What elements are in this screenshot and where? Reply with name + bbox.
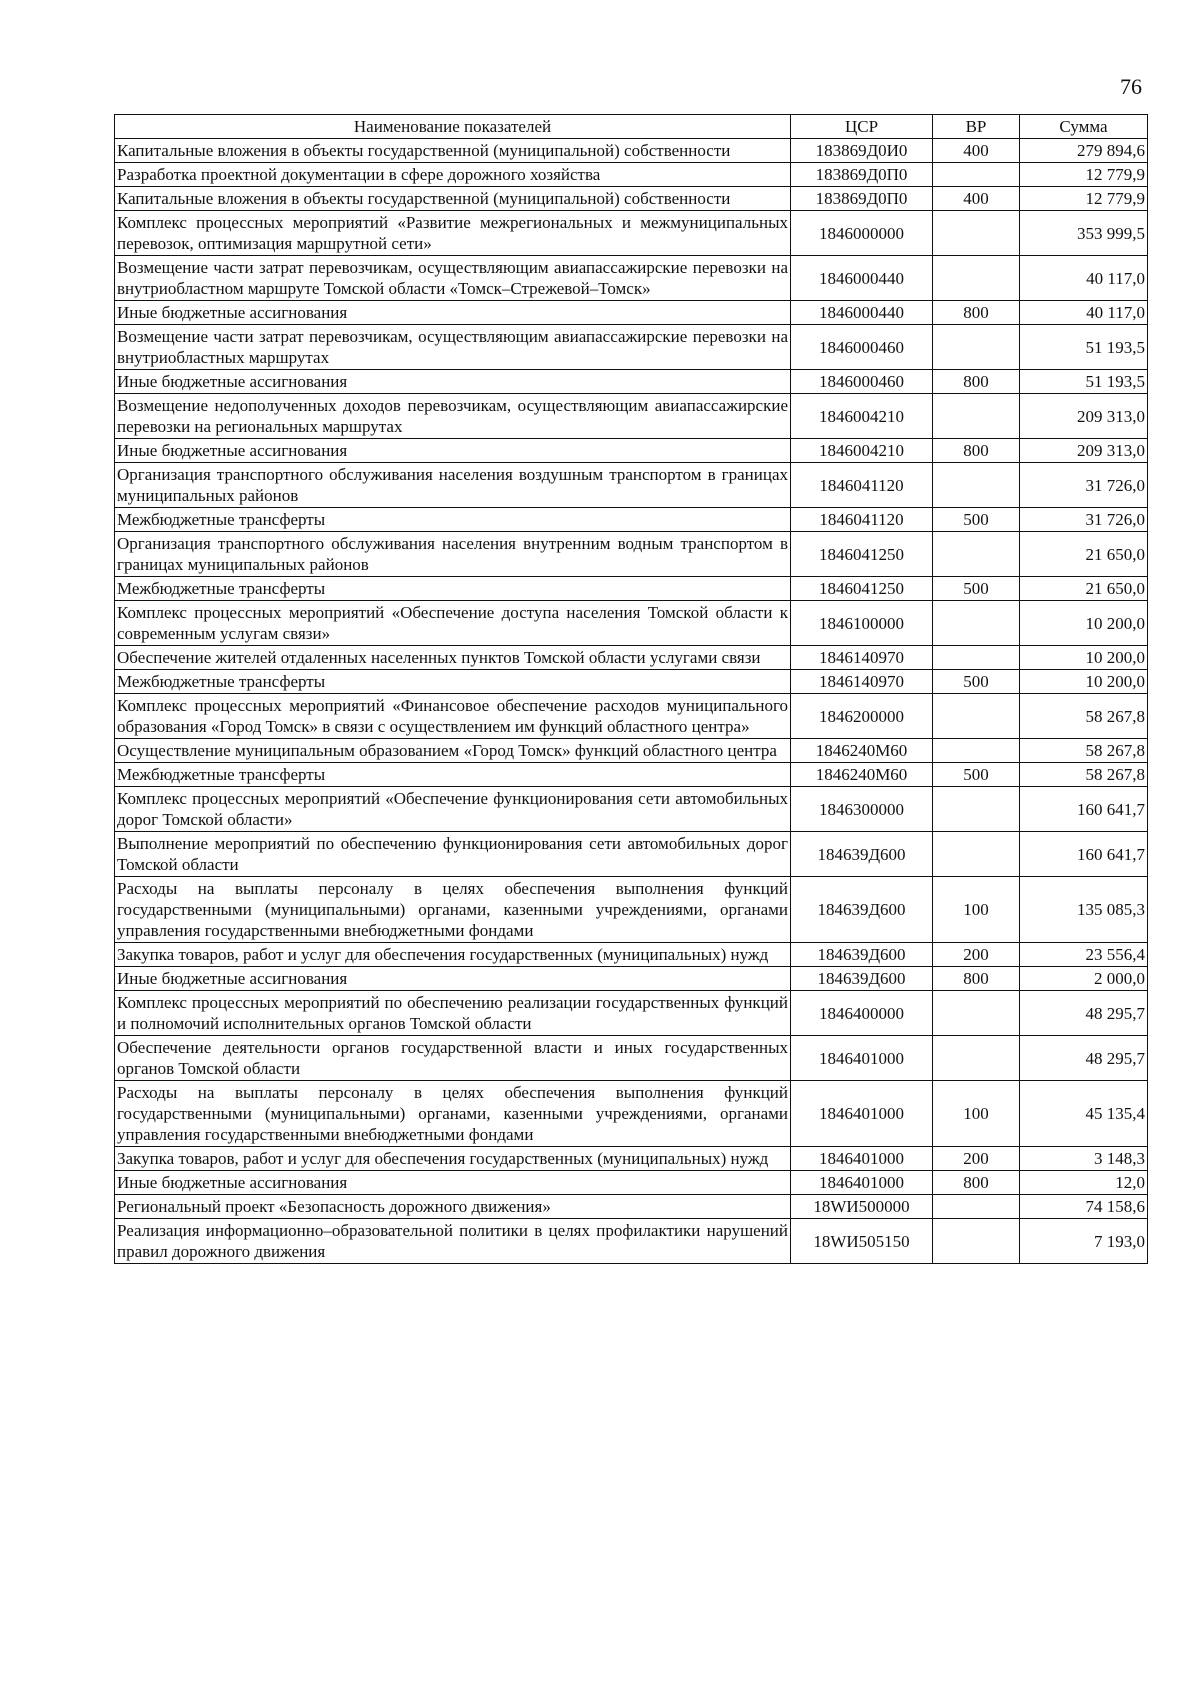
cell-name: Закупка товаров, работ и услуг для обеспечения государственных (муниципальных) нужд: [115, 1147, 791, 1171]
cell-name: Иные бюджетные ассигнования: [115, 967, 791, 991]
cell-vr: [933, 739, 1020, 763]
cell-name: Региональный проект «Безопасность дорожного движения»: [115, 1195, 791, 1219]
cell-csr: 1846004210: [791, 394, 933, 439]
cell-vr: [933, 394, 1020, 439]
cell-sum: 45 135,4: [1020, 1081, 1148, 1147]
table-row: [115, 370, 1148, 394]
cell-csr: 1846000440: [791, 301, 933, 325]
cell-sum: 353 999,5: [1020, 211, 1148, 256]
cell-sum: 10 200,0: [1020, 601, 1148, 646]
table-row: [115, 508, 1148, 532]
cell-vr: 800: [933, 439, 1020, 463]
cell-csr: 184639Д600: [791, 877, 933, 943]
table-row: [115, 163, 1148, 187]
cell-vr: 200: [933, 943, 1020, 967]
cell-sum: 279 894,6: [1020, 139, 1148, 163]
cell-sum: 7 193,0: [1020, 1219, 1148, 1264]
table-row: [115, 1036, 1148, 1081]
cell-csr: 183869Д0П0: [791, 163, 933, 187]
cell-name: Организация транспортного обслуживания населения внутренним водным транспортом в границах муниципальных районов: [115, 532, 791, 577]
cell-sum: 160 641,7: [1020, 832, 1148, 877]
cell-sum: 135 085,3: [1020, 877, 1148, 943]
cell-name: Возмещение недополученных доходов перевозчикам, осуществляющим авиапассажирские перевозки на региональных маршрутах: [115, 394, 791, 439]
cell-vr: 100: [933, 877, 1020, 943]
cell-sum: 12,0: [1020, 1171, 1148, 1195]
table-row: [115, 832, 1148, 877]
cell-sum: 31 726,0: [1020, 463, 1148, 508]
table-row: [115, 1081, 1148, 1147]
cell-vr: 200: [933, 1147, 1020, 1171]
table-body: [115, 139, 1148, 1264]
cell-name: Обеспечение деятельности органов государственной власти и иных государственных органов Томской области: [115, 1036, 791, 1081]
cell-vr: [933, 463, 1020, 508]
table-row: [115, 439, 1148, 463]
table-row: [115, 967, 1148, 991]
cell-vr: [933, 211, 1020, 256]
table-row: [115, 1219, 1148, 1264]
cell-vr: [933, 646, 1020, 670]
cell-vr: 400: [933, 187, 1020, 211]
cell-name: Возмещение части затрат перевозчикам, осуществляющим авиапассажирские перевозки на внутриобластном маршруте Томской области «Томск–Стрежевой–Томск»: [115, 256, 791, 301]
cell-sum: 31 726,0: [1020, 508, 1148, 532]
cell-csr: 183869Д0П0: [791, 187, 933, 211]
cell-sum: 48 295,7: [1020, 1036, 1148, 1081]
page-number: 76: [1120, 74, 1142, 99]
cell-name: Комплекс процессных мероприятий «Обеспечение функционирования сети автомобильных дорог Томской области»: [115, 787, 791, 832]
cell-sum: 2 000,0: [1020, 967, 1148, 991]
cell-csr: 1846240М60: [791, 739, 933, 763]
cell-csr: 1846240М60: [791, 763, 933, 787]
table-row: [115, 139, 1148, 163]
cell-name: Межбюджетные трансферты: [115, 508, 791, 532]
cell-csr: 1846041120: [791, 463, 933, 508]
cell-name: Межбюджетные трансферты: [115, 670, 791, 694]
cell-name: Комплекс процессных мероприятий «Финансовое обеспечение расходов муниципального образования «Город Томск» в связи с осуществлением им функций областного центра»: [115, 694, 791, 739]
cell-csr: 1846041120: [791, 508, 933, 532]
cell-sum: 58 267,8: [1020, 694, 1148, 739]
cell-sum: 160 641,7: [1020, 787, 1148, 832]
cell-sum: 58 267,8: [1020, 739, 1148, 763]
table-row: [115, 1147, 1148, 1171]
cell-sum: 10 200,0: [1020, 646, 1148, 670]
table-row: [115, 325, 1148, 370]
cell-name: Иные бюджетные ассигнования: [115, 1171, 791, 1195]
cell-name: Расходы на выплаты персоналу в целях обеспечения выполнения функций государственными (муниципальными) органами, казенными учреждениями, органами управления государственными внебюджетными фондами: [115, 1081, 791, 1147]
table-row: [115, 1171, 1148, 1195]
cell-vr: [933, 163, 1020, 187]
cell-sum: 10 200,0: [1020, 670, 1148, 694]
cell-vr: 400: [933, 139, 1020, 163]
cell-vr: [933, 694, 1020, 739]
cell-sum: 74 158,6: [1020, 1195, 1148, 1219]
table-header-row: [115, 115, 1148, 139]
cell-csr: 1846401000: [791, 1147, 933, 1171]
table-row: [115, 1195, 1148, 1219]
cell-sum: 209 313,0: [1020, 394, 1148, 439]
cell-vr: 800: [933, 1171, 1020, 1195]
cell-vr: [933, 832, 1020, 877]
cell-vr: [933, 787, 1020, 832]
table-row: [115, 694, 1148, 739]
cell-csr: 1846401000: [791, 1036, 933, 1081]
cell-csr: 1846000460: [791, 325, 933, 370]
cell-vr: 800: [933, 370, 1020, 394]
cell-name: Выполнение мероприятий по обеспечению функционирования сети автомобильных дорог Томской области: [115, 832, 791, 877]
cell-csr: 1846041250: [791, 532, 933, 577]
table-row: [115, 877, 1148, 943]
cell-sum: 23 556,4: [1020, 943, 1148, 967]
cell-csr: 1846200000: [791, 694, 933, 739]
table-row: [115, 463, 1148, 508]
cell-csr: 18WИ505150: [791, 1219, 933, 1264]
cell-sum: 58 267,8: [1020, 763, 1148, 787]
cell-name: Иные бюджетные ассигнования: [115, 439, 791, 463]
cell-name: Межбюджетные трансферты: [115, 577, 791, 601]
cell-csr: 1846140970: [791, 670, 933, 694]
cell-name: Капитальные вложения в объекты государственной (муниципальной) собственности: [115, 187, 791, 211]
cell-vr: 800: [933, 301, 1020, 325]
table-row: [115, 991, 1148, 1036]
cell-vr: 500: [933, 508, 1020, 532]
cell-csr: 18WИ500000: [791, 1195, 933, 1219]
cell-sum: 48 295,7: [1020, 991, 1148, 1036]
cell-name: Расходы на выплаты персоналу в целях обеспечения выполнения функций государственными (муниципальными) органами, казенными учреждениями, органами управления государственными внебюджетными фондами: [115, 877, 791, 943]
table-row: [115, 670, 1148, 694]
cell-sum: 12 779,9: [1020, 187, 1148, 211]
cell-name: Иные бюджетные ассигнования: [115, 301, 791, 325]
table-row: [115, 301, 1148, 325]
cell-name: Разработка проектной документации в сфере дорожного хозяйства: [115, 163, 791, 187]
cell-name: Комплекс процессных мероприятий «Обеспечение доступа населения Томской области к современным услугам связи»: [115, 601, 791, 646]
cell-name: Межбюджетные трансферты: [115, 763, 791, 787]
cell-sum: 51 193,5: [1020, 370, 1148, 394]
cell-vr: 100: [933, 1081, 1020, 1147]
cell-vr: 800: [933, 967, 1020, 991]
header-name: Наименование показателей: [115, 115, 791, 139]
cell-csr: 1846400000: [791, 991, 933, 1036]
cell-csr: 1846000460: [791, 370, 933, 394]
budget-table: [114, 114, 1148, 1264]
table-row: [115, 943, 1148, 967]
cell-sum: 51 193,5: [1020, 325, 1148, 370]
table-row: [115, 187, 1148, 211]
cell-name: Закупка товаров, работ и услуг для обеспечения государственных (муниципальных) нужд: [115, 943, 791, 967]
cell-csr: 1846140970: [791, 646, 933, 670]
table-row: [115, 532, 1148, 577]
cell-vr: [933, 991, 1020, 1036]
table-row: [115, 763, 1148, 787]
cell-name: Капитальные вложения в объекты государственной (муниципальной) собственности: [115, 139, 791, 163]
cell-vr: [933, 256, 1020, 301]
cell-sum: 21 650,0: [1020, 577, 1148, 601]
cell-name: Осуществление муниципальным образованием «Город Томск» функций областного центра: [115, 739, 791, 763]
cell-sum: 12 779,9: [1020, 163, 1148, 187]
cell-vr: [933, 601, 1020, 646]
cell-csr: 184639Д600: [791, 832, 933, 877]
cell-vr: [933, 1036, 1020, 1081]
cell-csr: 1846401000: [791, 1081, 933, 1147]
cell-name: Комплекс процессных мероприятий «Развитие межрегиональных и межмуниципальных перевозок, оптимизация маршрутной сети»: [115, 211, 791, 256]
cell-name: Обеспечение жителей отдаленных населенных пунктов Томской области услугами связи: [115, 646, 791, 670]
cell-csr: 184639Д600: [791, 943, 933, 967]
table-row: [115, 646, 1148, 670]
table-row: [115, 601, 1148, 646]
cell-sum: 40 117,0: [1020, 256, 1148, 301]
header-vr: ВР: [933, 115, 1020, 139]
table-row: [115, 577, 1148, 601]
header-csr: ЦСР: [791, 115, 933, 139]
cell-name: Организация транспортного обслуживания населения воздушным транспортом в границах муниципальных районов: [115, 463, 791, 508]
cell-vr: 500: [933, 763, 1020, 787]
cell-sum: 40 117,0: [1020, 301, 1148, 325]
cell-name: Иные бюджетные ассигнования: [115, 370, 791, 394]
cell-vr: [933, 532, 1020, 577]
cell-csr: 184639Д600: [791, 967, 933, 991]
cell-csr: 1846401000: [791, 1171, 933, 1195]
cell-vr: 500: [933, 577, 1020, 601]
cell-name: Комплекс процессных мероприятий по обеспечению реализации государственных функций и полномочий исполнительных органов Томской области: [115, 991, 791, 1036]
table-row: [115, 739, 1148, 763]
cell-name: Реализация информационно–образовательной политики в целях профилактики нарушений правил дорожного движения: [115, 1219, 791, 1264]
cell-vr: [933, 1195, 1020, 1219]
cell-vr: [933, 1219, 1020, 1264]
table-row: [115, 211, 1148, 256]
cell-vr: 500: [933, 670, 1020, 694]
cell-csr: 183869Д0И0: [791, 139, 933, 163]
cell-csr: 1846041250: [791, 577, 933, 601]
table-row: [115, 787, 1148, 832]
table-row: [115, 256, 1148, 301]
cell-csr: 1846004210: [791, 439, 933, 463]
cell-sum: 209 313,0: [1020, 439, 1148, 463]
cell-csr: 1846000440: [791, 256, 933, 301]
cell-csr: 1846100000: [791, 601, 933, 646]
cell-sum: 3 148,3: [1020, 1147, 1148, 1171]
cell-csr: 1846000000: [791, 211, 933, 256]
cell-vr: [933, 325, 1020, 370]
table-row: [115, 394, 1148, 439]
cell-csr: 1846300000: [791, 787, 933, 832]
cell-sum: 21 650,0: [1020, 532, 1148, 577]
header-sum: Сумма: [1020, 115, 1148, 139]
cell-name: Возмещение части затрат перевозчикам, осуществляющим авиапассажирские перевозки на внутриобластных маршрутах: [115, 325, 791, 370]
